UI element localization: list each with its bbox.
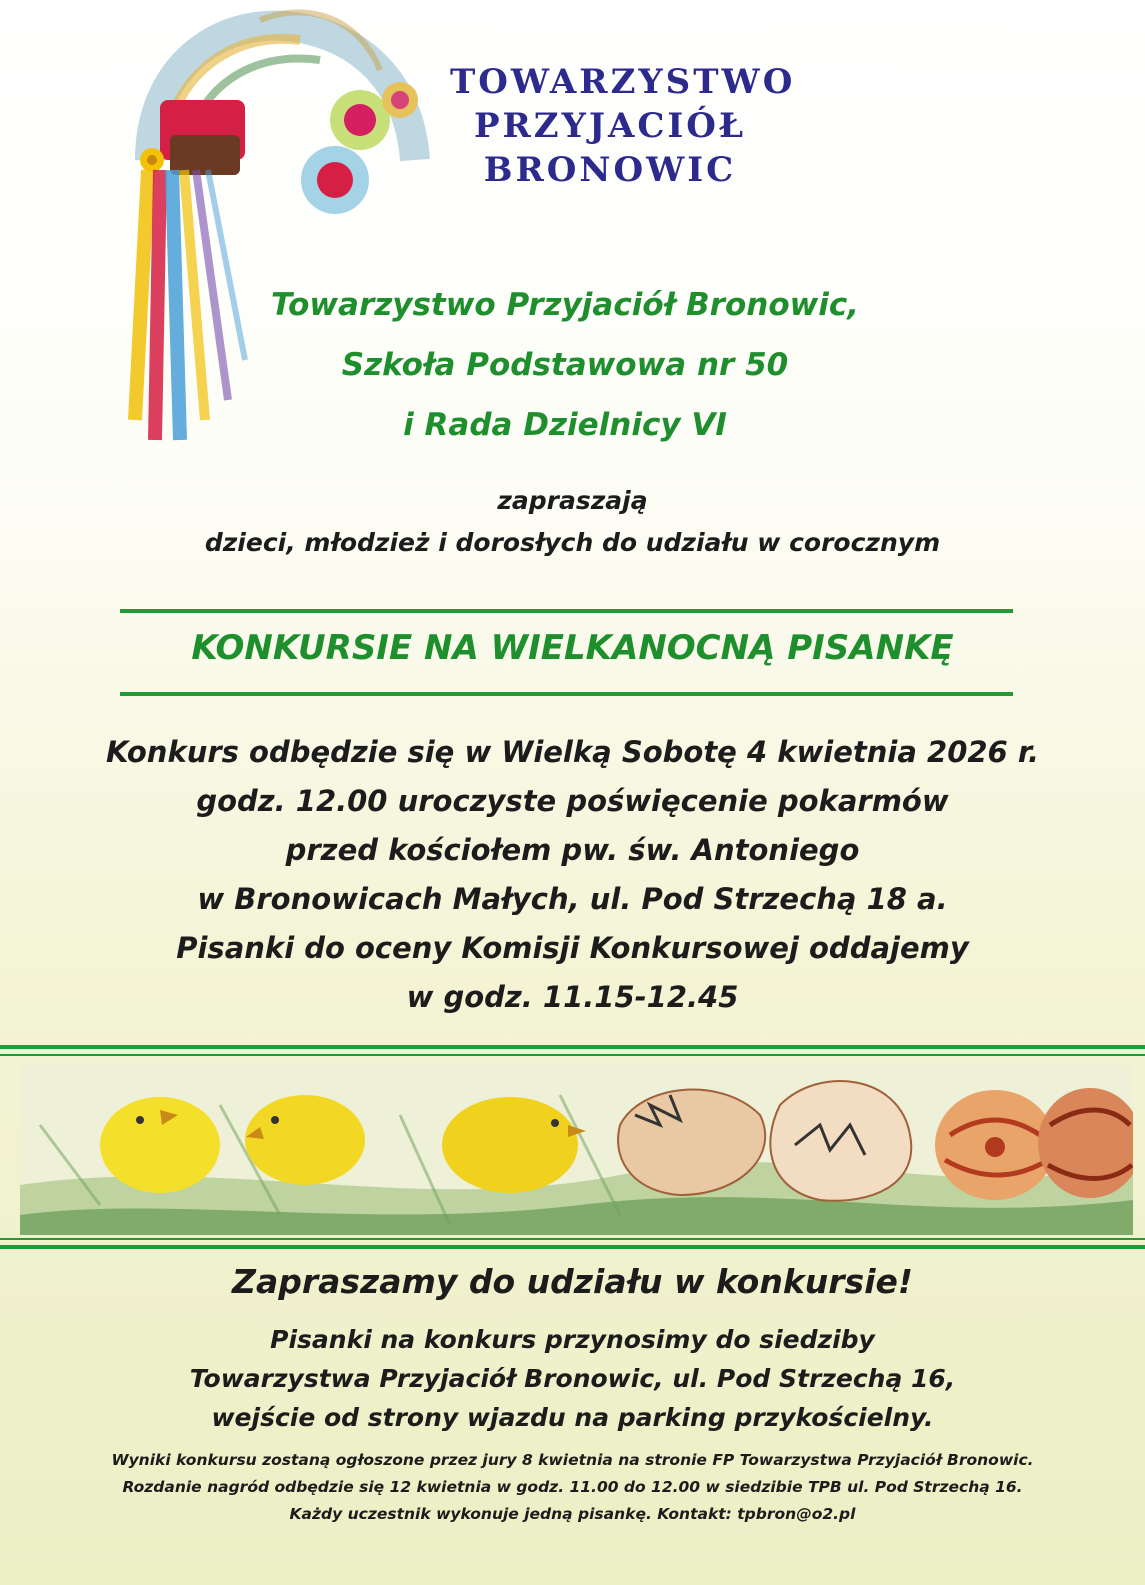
title-rule-top: [120, 609, 1013, 613]
notes-line-3: Każdy uczestnik wykonuje jedną pisankę. Kontakt: tpbron@o2.pl: [289, 1505, 856, 1523]
organizer-line-2: Szkoła Podstawowa nr 50: [341, 347, 789, 383]
details-line-4: w Bronowicach Małych, ul. Pod Strzechą 18 a.: [197, 882, 948, 916]
chicks-eggs-banner-illustration: [20, 1065, 1133, 1235]
dropoff-line-3: wejście od strony wjazdu na parking przykościelny.: [211, 1403, 934, 1432]
details-line-1: Konkurs odbędzie się w Wielką Sobotę 4 kwietnia 2026 r.: [105, 735, 1040, 769]
invite-text: [0, 480, 1145, 564]
contest-details: [0, 728, 1145, 1022]
banner-rule-top-inner: [0, 1054, 1145, 1056]
logo-line-1: TOWARZYSTWO: [450, 62, 796, 102]
details-line-5: Pisanki do oceny Komisji Konkursowej oddajemy: [176, 931, 969, 965]
banner-rule-bottom: [0, 1245, 1145, 1249]
logo-line-3: BRONOWIC: [483, 150, 737, 190]
organizer-line-1: Towarzystwo Przyjaciół Bronowic,: [270, 287, 860, 323]
logo-line-2: PRZYJACIÓŁ: [473, 106, 747, 146]
invite-line-2: dzieci, młodzież i dorosłych do udziału w corocznym: [204, 528, 941, 557]
dropoff-line-2: Towarzystwa Przyjaciół Bronowic, ul. Pod Strzechą 16,: [189, 1364, 956, 1393]
logo-wordmark: [450, 60, 796, 192]
details-line-6: w godz. 11.15-12.45: [406, 980, 739, 1014]
notes-line-2: Rozdanie nagród odbędzie się 12 kwietnia w godz. 11.00 do 12.00 w siedzibie TPB ul. Pod Strzechą 16.: [122, 1478, 1023, 1496]
call-to-action: Zapraszamy do udziału w konkursie!: [232, 1262, 913, 1301]
banner-rule-top: [0, 1045, 1145, 1049]
organizer-line-3: i Rada Dzielnicy VI: [403, 407, 727, 443]
details-line-3: przed kościołem pw. św. Antoniego: [285, 833, 860, 867]
notes-line-1: Wyniki konkursu zostaną ogłoszone przez jury 8 kwietnia na stronie FP Towarzystwa Przyjaciół Bronowic.: [111, 1451, 1034, 1469]
dropoff-info: [0, 1320, 1145, 1437]
details-line-2: godz. 12.00 uroczyste poświęcenie pokarmów: [196, 784, 949, 818]
banner-rule-bottom-inner: [0, 1238, 1145, 1240]
invite-line-1: zapraszają: [497, 486, 648, 515]
title-rule-bottom: [120, 692, 1013, 696]
footer-notes: [0, 1447, 1145, 1528]
dropoff-line-1: Pisanki na konkurs przynosimy do siedziby: [270, 1325, 875, 1354]
contest-title: KONKURSIE NA WIELKANOCNĄ PISANKĘ: [191, 628, 954, 668]
organizers-heading: [200, 275, 930, 455]
